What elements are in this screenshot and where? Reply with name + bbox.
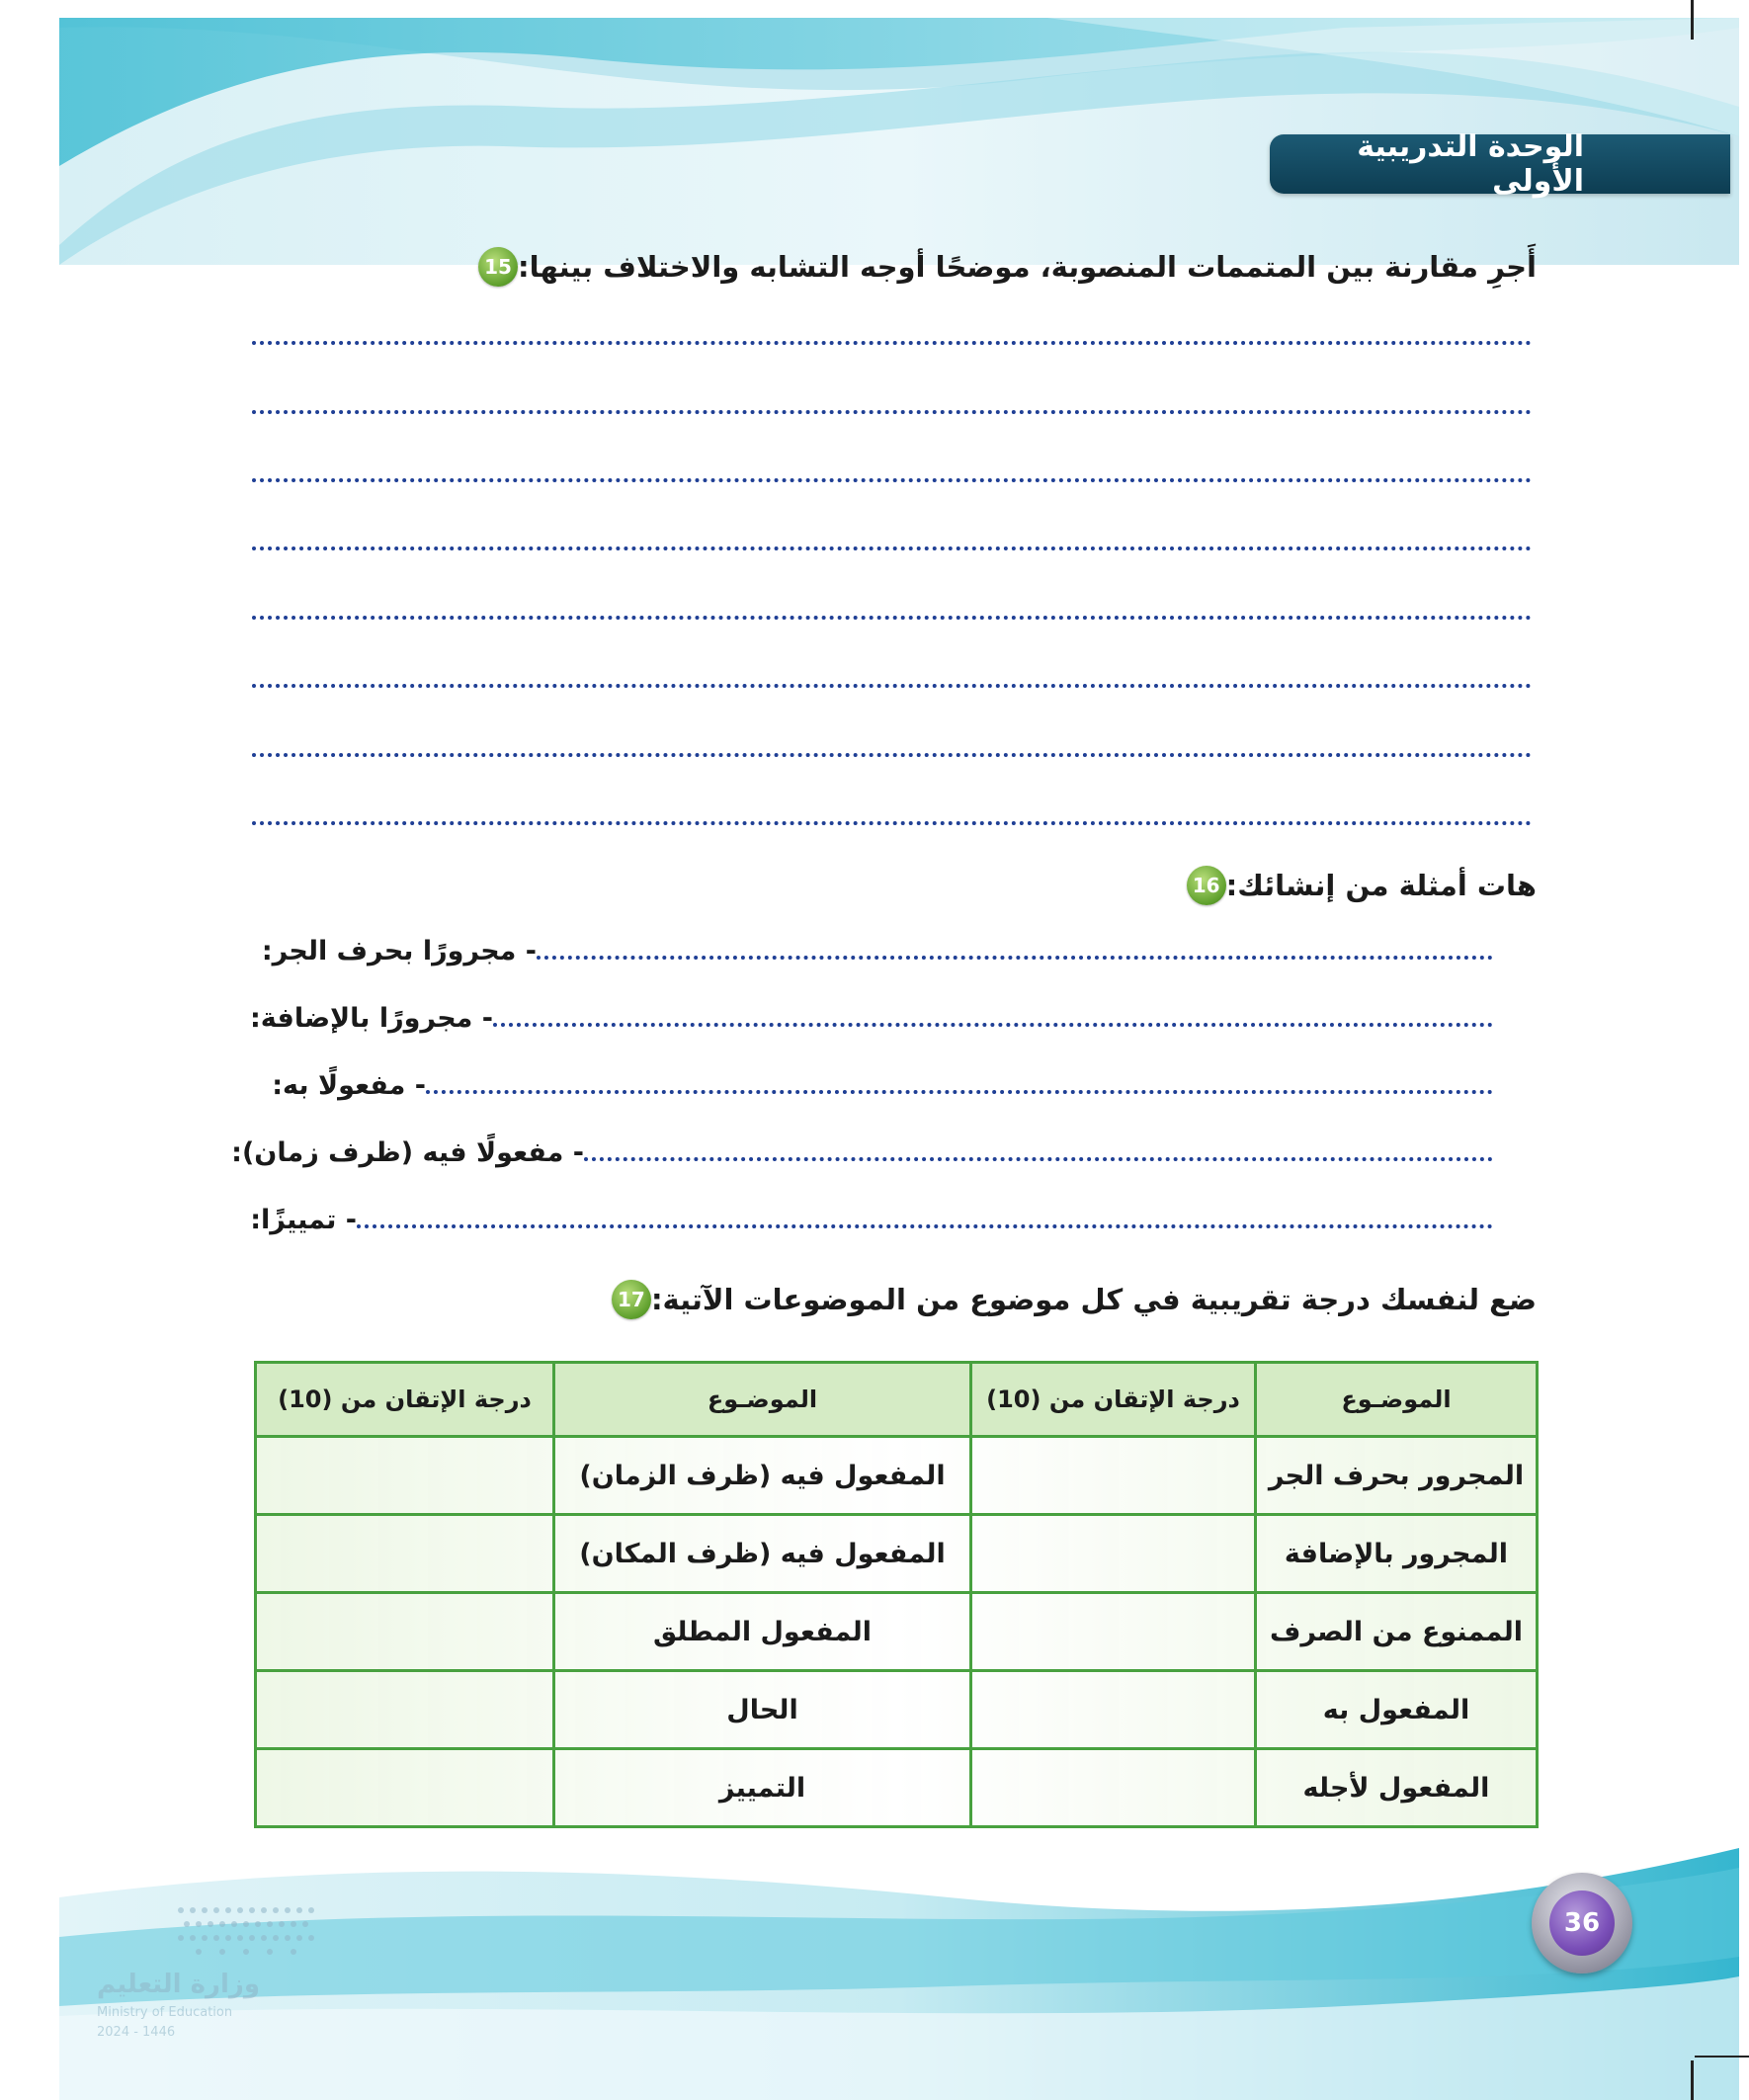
score-cell[interactable] xyxy=(971,1515,1256,1593)
question-17 xyxy=(602,1280,1537,1319)
example-label: - مفعولًا به: xyxy=(272,1070,426,1101)
column-header-score: درجة الإتقان من (10) xyxy=(256,1363,554,1437)
answer-line[interactable] xyxy=(537,956,1493,960)
question-text: أَجرِ مقارنة بين المتممات المنصوبة، موضحًا أوجه التشابه والاختلاف بينها: xyxy=(518,250,1537,284)
crop-mark xyxy=(1691,2060,1694,2100)
example-item xyxy=(272,1070,1499,1101)
question-text: هات أمثلة من إنشائك: xyxy=(1225,869,1537,902)
column-header-topic: الموضـوع xyxy=(1256,1363,1538,1437)
topic-cell: المفعول المطلق xyxy=(554,1593,971,1671)
column-header-topic: الموضـوع xyxy=(554,1363,971,1437)
answer-line[interactable] xyxy=(493,1023,1493,1027)
score-cell[interactable] xyxy=(256,1671,554,1749)
topic-cell: التمييز xyxy=(554,1749,971,1827)
example-item xyxy=(250,1205,1499,1235)
question-16 xyxy=(1177,866,1537,905)
example-item xyxy=(231,1137,1499,1168)
answer-line[interactable] xyxy=(252,410,1532,414)
answer-line[interactable] xyxy=(584,1157,1493,1161)
answer-line[interactable] xyxy=(252,546,1532,550)
score-cell[interactable] xyxy=(256,1515,554,1593)
score-cell[interactable] xyxy=(971,1437,1256,1515)
ministry-name-arabic: وزارة التعليم xyxy=(97,1970,260,1999)
page-number: 36 xyxy=(1549,1890,1615,1956)
example-item xyxy=(250,1003,1499,1034)
topic-cell: المفعول لأجله xyxy=(1256,1749,1538,1827)
page-number-badge xyxy=(1532,1873,1632,1974)
crop-mark xyxy=(1691,0,1694,40)
topic-cell: المجرور بالإضافة xyxy=(1256,1515,1538,1593)
answer-line[interactable] xyxy=(252,753,1532,757)
table-header-row xyxy=(256,1363,1538,1437)
answer-line[interactable] xyxy=(252,684,1532,688)
score-cell[interactable] xyxy=(256,1437,554,1515)
score-cell[interactable] xyxy=(971,1671,1256,1749)
score-cell[interactable] xyxy=(256,1749,554,1827)
example-label: - مفعولًا فيه (ظرف زمان): xyxy=(231,1137,584,1168)
answer-line[interactable] xyxy=(252,616,1532,620)
example-item xyxy=(262,936,1499,966)
ministry-name-english: Ministry of Education xyxy=(97,2005,233,2020)
self-rating-table xyxy=(254,1361,1539,1828)
table-row xyxy=(256,1437,1538,1515)
answer-line[interactable] xyxy=(252,478,1532,482)
table-row xyxy=(256,1593,1538,1671)
question-number-badge: 17 xyxy=(612,1280,651,1319)
table-row xyxy=(256,1515,1538,1593)
ministry-logo-dots-icon xyxy=(171,1900,329,1960)
crop-mark xyxy=(1695,2056,1749,2058)
topic-cell: المفعول به xyxy=(1256,1671,1538,1749)
score-cell[interactable] xyxy=(971,1749,1256,1827)
question-15 xyxy=(468,247,1537,287)
question-number-badge: 15 xyxy=(478,247,518,287)
table-row xyxy=(256,1749,1538,1827)
example-label: - تمييزًا: xyxy=(250,1205,357,1235)
score-cell[interactable] xyxy=(256,1593,554,1671)
unit-title-banner xyxy=(1270,129,1730,199)
example-label: - مجرورًا بحرف الجر: xyxy=(261,936,537,966)
example-label: - مجرورًا بالإضافة: xyxy=(249,1003,493,1034)
topic-cell: المفعول فيه (ظرف الزمان) xyxy=(554,1437,971,1515)
edition-year: 2024 - 1446 xyxy=(97,2025,176,2040)
table-row xyxy=(256,1671,1538,1749)
unit-title: الوحدة التدريبية الأولى xyxy=(1357,129,1584,199)
topic-cell: الحال xyxy=(554,1671,971,1749)
topic-cell: الممنوع من الصرف xyxy=(1256,1593,1538,1671)
topic-cell: المجرور بحرف الجر xyxy=(1256,1437,1538,1515)
score-cell[interactable] xyxy=(971,1593,1256,1671)
answer-line[interactable] xyxy=(357,1224,1493,1228)
question-text: ضع لنفسك درجة تقريبية في كل موضوع من الموضوعات الآتية: xyxy=(650,1283,1537,1316)
column-header-score: درجة الإتقان من (10) xyxy=(971,1363,1256,1437)
answer-line[interactable] xyxy=(252,821,1532,825)
answer-line[interactable] xyxy=(252,341,1532,345)
answer-line[interactable] xyxy=(426,1090,1493,1094)
ministry-logo xyxy=(97,1892,334,2051)
topic-cell: المفعول فيه (ظرف المكان) xyxy=(554,1515,971,1593)
question-number-badge: 16 xyxy=(1187,866,1226,905)
